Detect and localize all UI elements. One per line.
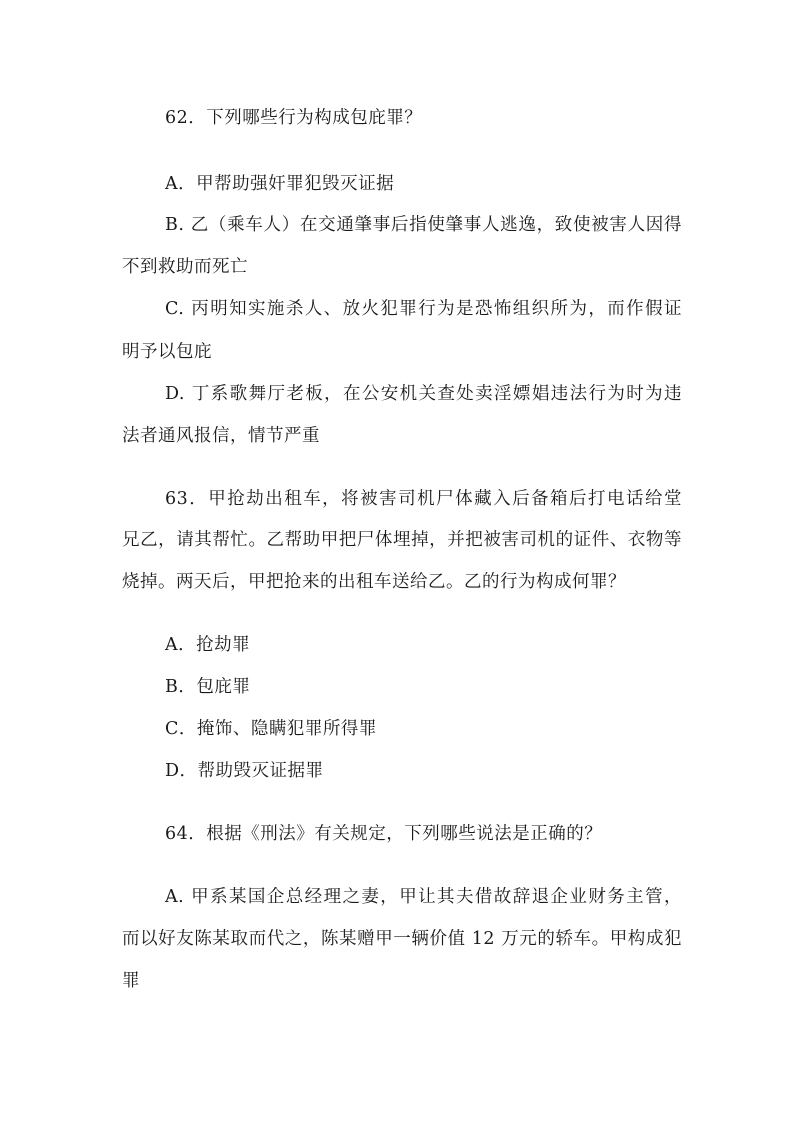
question-62-stem: 62．下列哪些行为构成包庇罪？	[165, 108, 423, 128]
question-62-option-b-line-1: B. 乙（乘车人）在交通肇事后指使肇事人逃逸，致使被害人因得	[165, 215, 682, 235]
question-64-option-a-line-2: 而以好友陈某取而代之，陈某赠甲一辆价值 12 万元的轿车。甲构成犯	[122, 929, 682, 949]
question-63-option-c: C．掩饰、隐瞒犯罪所得罪	[165, 719, 377, 739]
question-62-option-a: A．甲帮助强奸罪犯毁灭证据	[165, 174, 395, 194]
question-63-stem-line-2: 兄乙，请其帮忙。乙帮助甲把尸体埋掉，并把被害司机的证件、衣物等	[122, 530, 682, 550]
question-64-option-a-line-1: A. 甲系某国企总经理之妻，甲让其夫借故辞退企业财务主管，	[165, 887, 682, 907]
question-63-option-d: D．帮助毁灭证据罪	[165, 761, 324, 781]
question-62-option-b-line-2: 不到救助而死亡	[122, 257, 248, 277]
question-64-stem: 64．根据《刑法》有关规定，下列哪些说法是正确的？	[165, 824, 603, 844]
question-64-option-a-line-3: 罪	[122, 971, 140, 991]
question-62-option-d-line-2: 法者通风报信，情节严重	[122, 426, 320, 446]
question-62-option-c-line-1: C. 丙明知实施杀人、放火犯罪行为是恐怖组织所为，而作假证	[165, 299, 682, 319]
question-62-option-d-line-1: D. 丁系歌舞厅老板，在公安机关查处卖淫嫖娼违法行为时为违	[165, 384, 682, 404]
question-63-stem-line-3: 烧掉。两天后，甲把抢来的出租车送给乙。乙的行为构成何罪？	[122, 572, 626, 592]
question-63-stem-line-1: 63．甲抢劫出租车，将被害司机尸体藏入后备箱后打电话给堂	[165, 489, 682, 509]
question-63-option-a: A．抢劫罪	[165, 635, 251, 655]
question-62-option-c-line-2: 明予以包庇	[122, 342, 212, 362]
question-63-option-b: B．包庇罪	[165, 677, 251, 697]
